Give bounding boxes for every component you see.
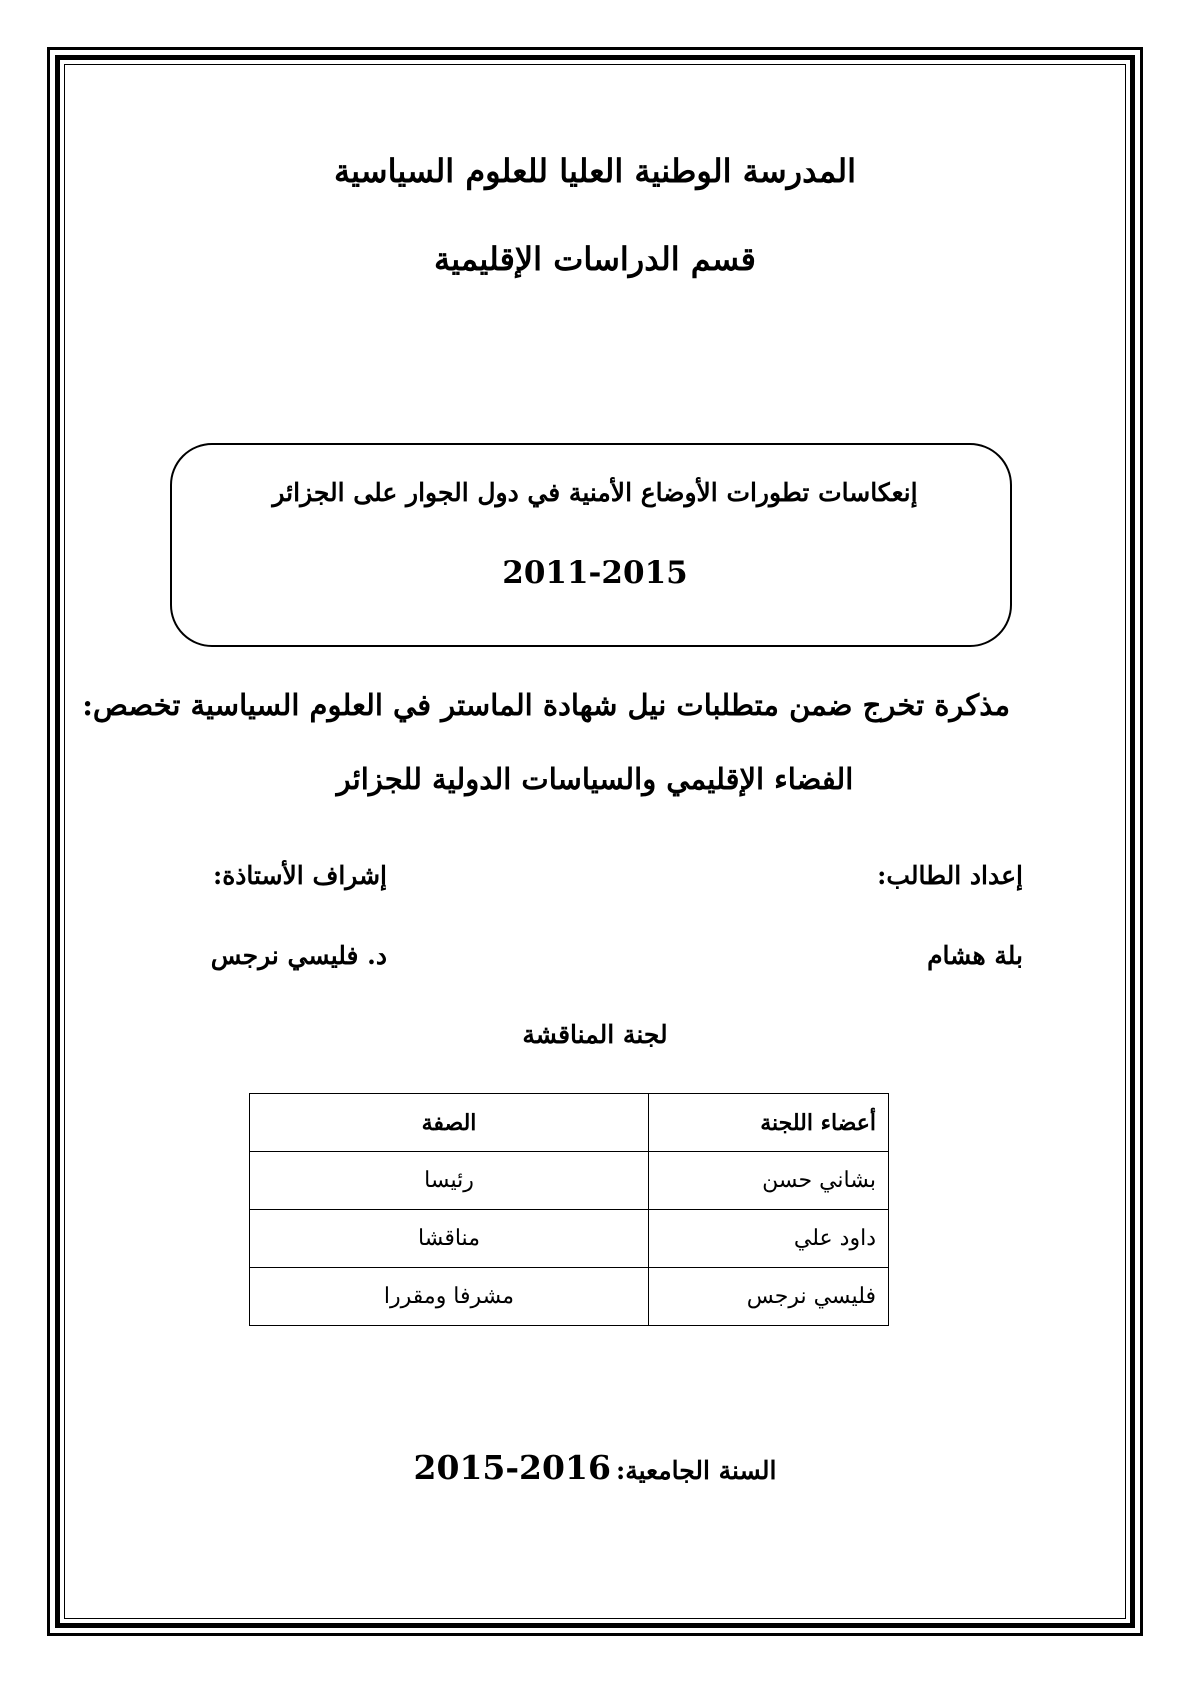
thesis-title-box <box>170 443 1012 647</box>
supervision-label: إشراف الأستاذة: <box>212 861 387 890</box>
table-row <box>250 1268 889 1326</box>
academic-year-value: 2015-2016 <box>413 1448 611 1487</box>
thesis-title: إنعكاسات تطورات الأوضاع الأمنية في دول الجوار على الجزائر <box>272 478 918 507</box>
table-header-row <box>250 1094 889 1152</box>
member-role: رئيسا <box>250 1152 649 1210</box>
specialization: الفضاء الإقليمي والسياسات الدولية للجزائر <box>336 762 854 796</box>
table-row <box>250 1152 889 1210</box>
department-name: قسم الدراسات الإقليمية <box>434 240 756 278</box>
member-name: داود علي <box>649 1210 889 1268</box>
page-border-inner <box>64 64 1126 1619</box>
academic-year <box>0 1448 1190 1487</box>
header-members: أعضاء اللجنة <box>649 1094 889 1152</box>
student-name: بلة هشام <box>927 941 1023 970</box>
memo-description: مذكرة تخرج ضمن متطلبات نيل شهادة الماستر في العلوم السياسية تخصص: <box>82 688 1010 722</box>
thesis-period: 2011-2015 <box>502 555 688 591</box>
academic-year-label: السنة الجامعية: <box>616 1456 777 1485</box>
school-name: المدرسة الوطنية العليا للعلوم السياسية <box>333 152 857 190</box>
committee-table <box>249 1093 889 1326</box>
member-name: فليسي نرجس <box>649 1268 889 1326</box>
committee-title: لجنة المناقشة <box>522 1020 668 1049</box>
member-role: مشرفا ومقررا <box>250 1268 649 1326</box>
header-role: الصفة <box>250 1094 649 1152</box>
member-name: بشاني حسن <box>649 1152 889 1210</box>
member-role: مناقشا <box>250 1210 649 1268</box>
table-row <box>250 1210 889 1268</box>
prepared-by-label: إعداد الطالب: <box>877 861 1023 890</box>
supervisor-name: د. فليسي نرجس <box>210 941 387 970</box>
